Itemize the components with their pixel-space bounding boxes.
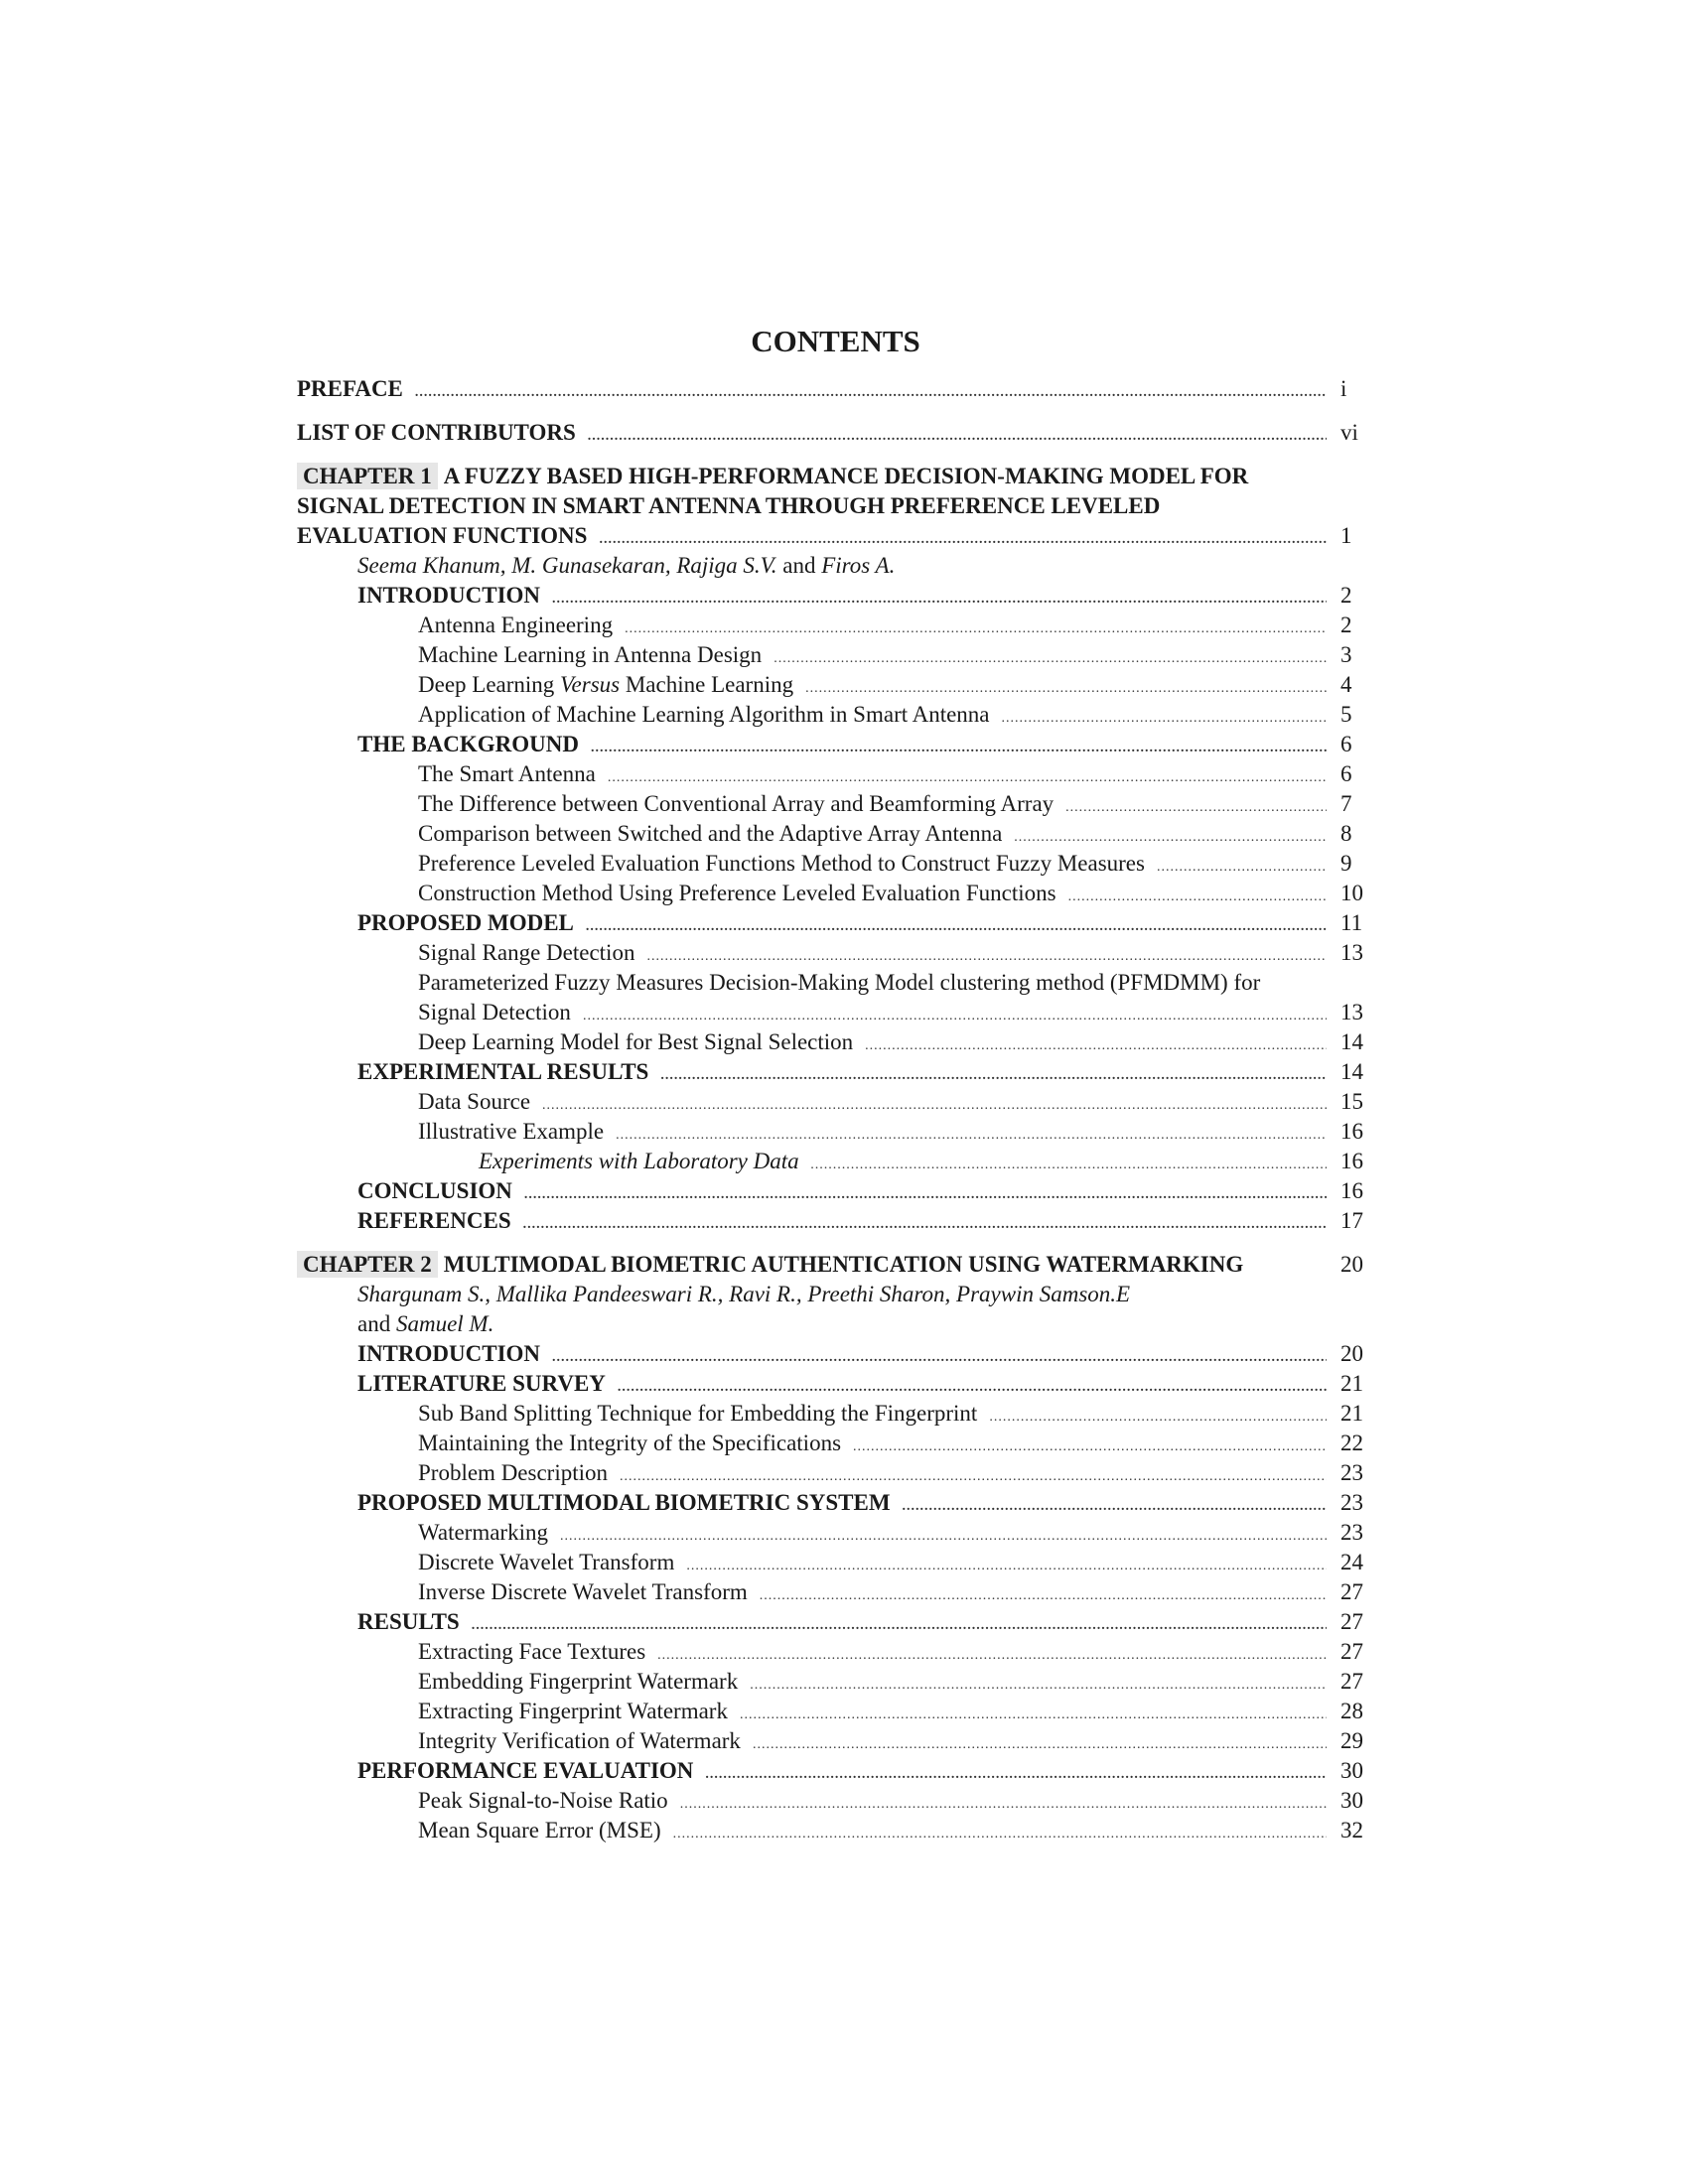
- toc-label: PREFACE: [297, 376, 403, 401]
- toc-entry[interactable]: Sub Band Splitting Technique for Embedding the Fingerprint ..... 21: [297, 1399, 1374, 1429]
- toc-entry[interactable]: Maintaining the Integrity of the Specifications ..... 22: [297, 1429, 1374, 1458]
- chapter-2-heading[interactable]: [297, 1250, 1374, 1280]
- toc-entry[interactable]: Preference Leveled Evaluation Functions Method to Construct Fuzzy Measures ..... 9: [297, 849, 1374, 879]
- toc-entry[interactable]: Data Source ..... 15: [297, 1087, 1374, 1117]
- toc-entry[interactable]: REFERENCES ..... 17: [297, 1206, 1374, 1236]
- chapter-title-line: EVALUATION FUNCTIONS: [297, 523, 588, 548]
- leader-dots: [599, 529, 1327, 551]
- toc-entry[interactable]: Integrity Verification of Watermark ..... 29: [297, 1726, 1374, 1756]
- chapter-tag: CHAPTER 1: [297, 463, 438, 489]
- toc-entry-preface[interactable]: [297, 374, 1374, 404]
- toc-page-number: 20: [1340, 1252, 1363, 1277]
- toc-page-number: vi: [1340, 420, 1358, 445]
- toc-entry[interactable]: Signal Range Detection ..... 13: [297, 938, 1374, 968]
- toc-entry[interactable]: PROPOSED MULTIMODAL BIOMETRIC SYSTEM ..... 23: [297, 1488, 1374, 1518]
- toc-entry[interactable]: Discrete Wavelet Transform ..... 24: [297, 1548, 1374, 1577]
- toc-entry[interactable]: The Difference between Conventional Array and Beamforming Array ..... 7: [297, 789, 1374, 819]
- toc-entry[interactable]: THE BACKGROUND ..... 6: [297, 730, 1374, 759]
- toc-entry[interactable]: Application of Machine Learning Algorithm in Smart Antenna ..... 5: [297, 700, 1374, 730]
- chapter-authors: Seema Khanum, M. Gunasekaran, Rajiga S.V. and Firos A.: [357, 553, 896, 578]
- toc-entry[interactable]: INTRODUCTION ..... 2: [297, 581, 1374, 611]
- leader-dots: [588, 426, 1327, 448]
- chapter-tag: CHAPTER 2: [297, 1251, 438, 1278]
- leader-dots: [415, 382, 1327, 404]
- toc-entry[interactable]: Embedding Fingerprint Watermark ..... 27: [297, 1667, 1374, 1697]
- toc-entry[interactable]: RESULTS ..... 27: [297, 1607, 1374, 1637]
- toc-entry[interactable]: CONCLUSION ..... 16: [297, 1176, 1374, 1206]
- toc-entry[interactable]: Antenna Engineering ..... 2: [297, 611, 1374, 640]
- toc-entry[interactable]: Deep Learning Model for Best Signal Selection ..... 14: [297, 1027, 1374, 1057]
- chapter-title-line: MULTIMODAL BIOMETRIC AUTHENTICATION USING WATERMARKING: [443, 1252, 1244, 1277]
- toc-entry[interactable]: Illustrative Example ..... 16: [297, 1117, 1374, 1147]
- toc-entry[interactable]: The Smart Antenna ..... 6: [297, 759, 1374, 789]
- toc-label: LIST OF CONTRIBUTORS: [297, 420, 576, 445]
- toc-page-number: i: [1340, 376, 1347, 401]
- toc-entry-wrap[interactable]: Parameterized Fuzzy Measures Decision-Making Model clustering method (PFMDMM) for: [418, 970, 1261, 995]
- toc-entry[interactable]: Extracting Face Textures ..... 27: [297, 1637, 1374, 1667]
- toc-entry[interactable]: Deep Learning Versus Machine Learning ..... 4: [297, 670, 1374, 700]
- chapter-authors: Shargunam S., Mallika Pandeeswari R., Ravi R., Preethi Sharon, Praywin Samson.E and Samuel M.: [357, 1282, 1131, 1336]
- toc-entry[interactable]: EXPERIMENTAL RESULTS ..... 14: [297, 1057, 1374, 1087]
- chapter-title-line: SIGNAL DETECTION IN SMART ANTENNA THROUGH PREFERENCE LEVELED: [297, 493, 1161, 518]
- toc-entry[interactable]: Comparison between Switched and the Adaptive Array Antenna ..... 8: [297, 819, 1374, 849]
- toc-entry[interactable]: INTRODUCTION ..... 20: [297, 1339, 1374, 1369]
- toc-entry[interactable]: Problem Description ..... 23: [297, 1458, 1374, 1488]
- toc-entry[interactable]: PROPOSED MODEL ..... 11: [297, 908, 1374, 938]
- toc-entry-contributors[interactable]: [297, 418, 1374, 448]
- toc-entry[interactable]: PERFORMANCE EVALUATION ..... 30: [297, 1756, 1374, 1786]
- contents-page: [297, 323, 1374, 1845]
- chapter-title-line: A FUZZY BASED HIGH-PERFORMANCE DECISION-MAKING MODEL FOR: [443, 464, 1249, 488]
- toc-entry[interactable]: Peak Signal-to-Noise Ratio ..... 30: [297, 1786, 1374, 1816]
- toc-entry[interactable]: Machine Learning in Antenna Design ..... 3: [297, 640, 1374, 670]
- toc-page-number: 1: [1340, 523, 1352, 548]
- toc-entry[interactable]: Experiments with Laboratory Data ..... 16: [297, 1147, 1374, 1176]
- toc-entry[interactable]: Signal Detection ..... 13: [297, 998, 1374, 1027]
- toc-entry[interactable]: Inverse Discrete Wavelet Transform ..... 27: [297, 1577, 1374, 1607]
- toc-entry[interactable]: Watermarking ..... 23: [297, 1518, 1374, 1548]
- toc-entry[interactable]: Extracting Fingerprint Watermark ..... 28: [297, 1697, 1374, 1726]
- toc-entry[interactable]: Mean Square Error (MSE) ..... 32: [297, 1816, 1374, 1845]
- page-title: CONTENTS: [751, 324, 920, 358]
- toc-entry[interactable]: Construction Method Using Preference Leveled Evaluation Functions ..... 10: [297, 879, 1374, 908]
- toc-entry[interactable]: LITERATURE SURVEY ..... 21: [297, 1369, 1374, 1399]
- chapter-1-heading[interactable]: [297, 462, 1374, 551]
